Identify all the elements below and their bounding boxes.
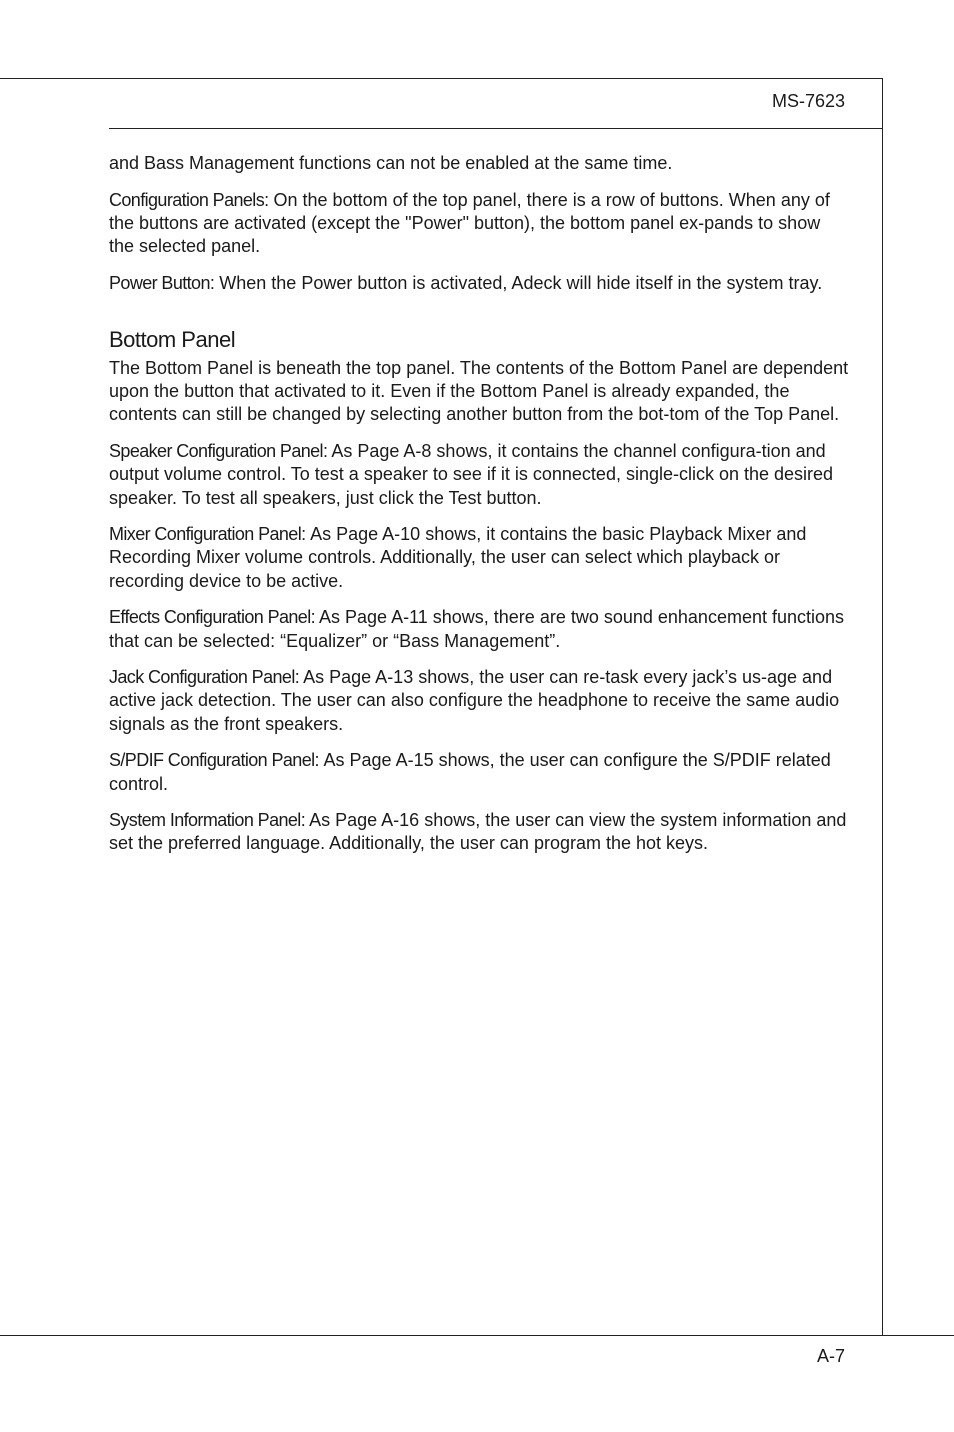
term-effects-panel: Effects Configuration Panel: <box>109 607 316 628</box>
text-configuration-panels: On the bottom of the top panel, there is a row of buttons. When any of the buttons are activated (except the "Power" button), the bottom panel ex-pands to show the selected panel. <box>109 189 830 257</box>
section-heading-bottom-panel: Bottom Panel <box>109 327 236 353</box>
paragraph-speaker-panel <box>109 440 849 510</box>
header-underline <box>109 128 883 129</box>
term-mixer-panel: Mixer Configuration Panel <box>109 524 302 545</box>
paragraph-configuration-panels <box>109 189 849 259</box>
text-effects-panel: As Page A-11 shows, there are two sound enhancement functions that can be selected: “Equalizer” or “Bass Management”. <box>109 607 845 651</box>
paragraph-power-button <box>109 272 849 295</box>
text-power-button: When the Power button is activated, Adeck will hide itself in the system tray. <box>214 272 823 293</box>
text-mixer-panel: : As Page A-10 shows, it contains the basic Playback Mixer and Recording Mixer volume controls. Additionally, the user can select which playback or recording device to be active. <box>109 524 807 591</box>
paragraph-spdif-panel <box>109 749 849 795</box>
text-spdif-panel: : As Page A-15 shows, the user can configure the S/PDIF related control. <box>109 750 831 794</box>
term-spdif-panel: S/PDIF Configuration Panel <box>109 750 315 771</box>
paragraph-jack-panel <box>109 666 849 736</box>
page-number: A-7 <box>816 1346 845 1366</box>
term-power-button: Power Button: <box>109 272 215 293</box>
term-configuration-panels: Configuration Panels: <box>109 189 269 210</box>
paragraph-system-info-panel <box>109 809 849 855</box>
page-border-right <box>882 78 883 1336</box>
text-jack-panel: As Page A-13 shows, the user can re-task every jack’s us-age and active jack detection. The user can also configure the headphone to receive the same audio signals as the front speakers. <box>109 667 840 734</box>
header-rule <box>0 78 883 79</box>
page-content <box>109 152 849 869</box>
model-number: MS-7623 <box>771 91 845 111</box>
intro-paragraph: and Bass Management functions can not be enabled at the same time. <box>109 153 673 173</box>
paragraph-effects-panel <box>109 606 849 652</box>
paragraph-bottom-panel: The Bottom Panel is beneath the top panel. The contents of the Bottom Panel are dependent upon the button that activated to it. Even if the Bottom Panel is already expanded, the contents can still be changed by selecting another button from the bot-tom of the Top Panel. <box>109 358 849 425</box>
text-system-info-panel: As Page A-16 shows, the user can view the system information and set the preferred language. Additionally, the user can program the hot keys. <box>109 810 847 854</box>
paragraph-mixer-panel <box>109 523 849 593</box>
text-speaker-panel: As Page A-8 shows, it contains the channel configura-tion and output volume control. To test a speaker to see if it is connected, single-click on the desired speaker. To test all speakers, just click the Test button. <box>109 441 834 508</box>
term-system-info-panel: System Information Panel: <box>109 810 306 831</box>
footer-rule <box>0 1335 954 1336</box>
term-speaker-panel: Speaker Configuration Panel: <box>109 441 328 462</box>
term-jack-panel: Jack Configuration Panel: <box>109 667 300 688</box>
